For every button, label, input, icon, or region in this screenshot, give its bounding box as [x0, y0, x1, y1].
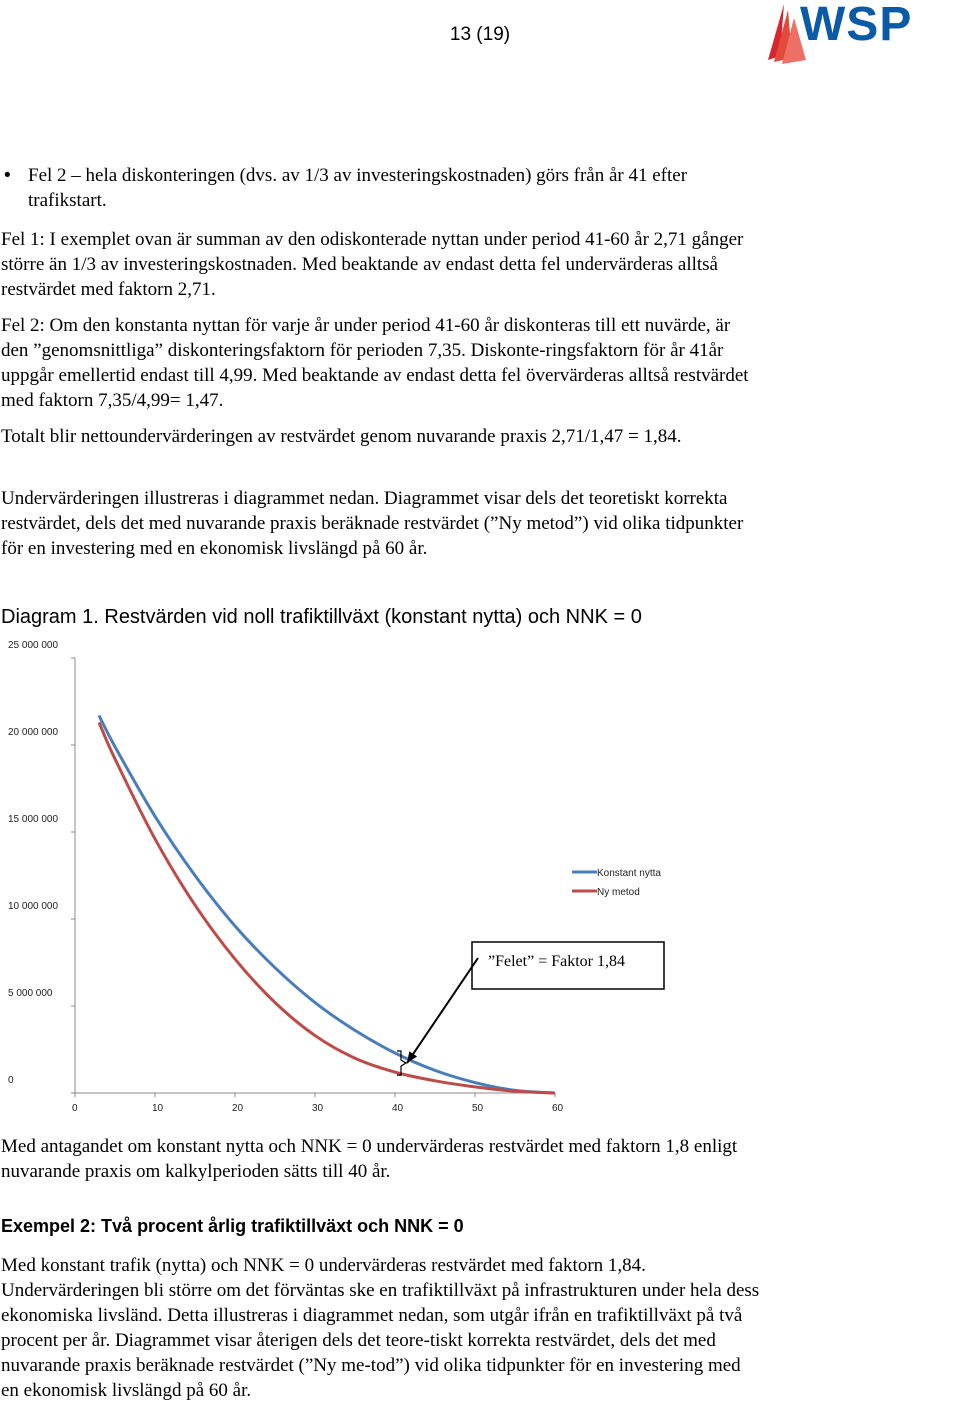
paragraph-conclusion: Med antagandet om konstant nytta och NNK = 0 undervärderas restvärdet med faktorn 1,8 enligt nuvarande praxis om kalkylperioden sätts till 40 år.: [1, 1136, 738, 1182]
callout-arrow-line: [407, 958, 478, 1063]
x-tick-label: 40: [392, 1103, 404, 1114]
example2-heading: Exempel 2: Två procent årlig trafiktillväxt och NNK = 0: [1, 1216, 464, 1236]
y-tick-label: 20 000 000: [8, 727, 59, 738]
x-tick-label: 10: [152, 1103, 164, 1114]
paragraph-total: Totalt blir nettoundervärderingen av restvärdet genom nuvarande praxis 2,71/1,47 = 1,84.: [1, 426, 682, 447]
series-line-konstant-nytta: [99, 715, 555, 1093]
chart-series: [99, 715, 555, 1093]
series-line-ny-metod: [99, 722, 555, 1093]
wsp-logo: [762, 0, 960, 66]
paragraph-illustration: Undervärderingen illustreras i diagrammet nedan. Diagrammet visar dels det teoretiskt korrekta restvärdet, dels det med nuvarande praxis beräknade restvärdet (”Ny metod”) vid olika tidpunkter för en investering med en ekonomisk livslängd på 60 år.: [1, 488, 744, 559]
callout-text: ”Felet” = Faktor 1,84: [488, 953, 625, 970]
x-tick-label: 30: [312, 1103, 324, 1114]
x-tick-label: 50: [472, 1103, 484, 1114]
page-number: 13 (19): [449, 24, 511, 45]
chart-legend: [572, 868, 661, 898]
y-tick-label: 0: [8, 1075, 14, 1086]
y-tick-label: 5 000 000: [8, 988, 53, 999]
bullet-item: [4, 163, 768, 213]
paragraph-fel1: Fel 1: I exemplet ovan är summan av den odiskonterade nyttan under period 41-60 år 2,71 gånger större än 1/3 av investeringskostnaden. Med beaktande av endast detta fel undervärderas alltså restvärdet med faktorn 2,71.: [1, 229, 744, 300]
diagram-title: Diagram 1. Restvärden vid noll trafiktillväxt (konstant nytta) och NNK = 0: [1, 606, 642, 628]
legend-label: Konstant nytta: [597, 868, 661, 879]
x-tick-label: 20: [232, 1103, 244, 1114]
legend-label: Ny metod: [597, 887, 640, 898]
paragraph-fel2: Fel 2: Om den konstanta nyttan för varje år under period 41-60 år diskonteras till ett nuvärde, är den ”genomsnittliga” diskonteringsfaktorn för perioden 7,35. Diskonte-ringsfaktorn för år 41år uppgår emellertid endast till 4,99. Med beaktande av endast detta fel övervärderas alltså restvärdet med faktorn 7,35/4,99= 1,47.: [1, 315, 749, 411]
chart-axes: [8, 640, 564, 1114]
y-tick-label: 10 000 000: [8, 901, 59, 912]
x-tick-label: 0: [72, 1103, 78, 1114]
bullet-text: Fel 2 – hela diskonteringen (dvs. av 1/3 av investeringskostnaden) görs från år 41 efter trafikstart.: [28, 165, 688, 211]
residual-value-chart: [0, 640, 960, 1120]
logo-text: WSP: [800, 0, 913, 51]
y-tick-label: 15 000 000: [8, 814, 59, 825]
y-tick-label: 25 000 000: [8, 640, 59, 651]
x-tick-label: 60: [552, 1103, 564, 1114]
paragraph-example2: Med konstant trafik (nytta) och NNK = 0 undervärderas restvärdet med faktorn 1,84. Undervärderingen bli större om det förväntas ske en trafiktillväxt på infrastrukturen under hela dess ekonomiska livsländ. Detta illustreras i diagrammet nedan, som utgår ifrån en trafiktillväxt på två procent per år. Diagrammet visar återigen dels det teore-tiskt korrekta restvärdet, dels det med nuvarande praxis beräknade restvärdet (”Ny me-tod”) vid olika tidpunkter för en investering med en ekonomisk livslängd på 60 år.: [1, 1255, 760, 1401]
bullet-dot-icon: •: [4, 165, 11, 186]
chart-callout: [397, 942, 664, 1075]
